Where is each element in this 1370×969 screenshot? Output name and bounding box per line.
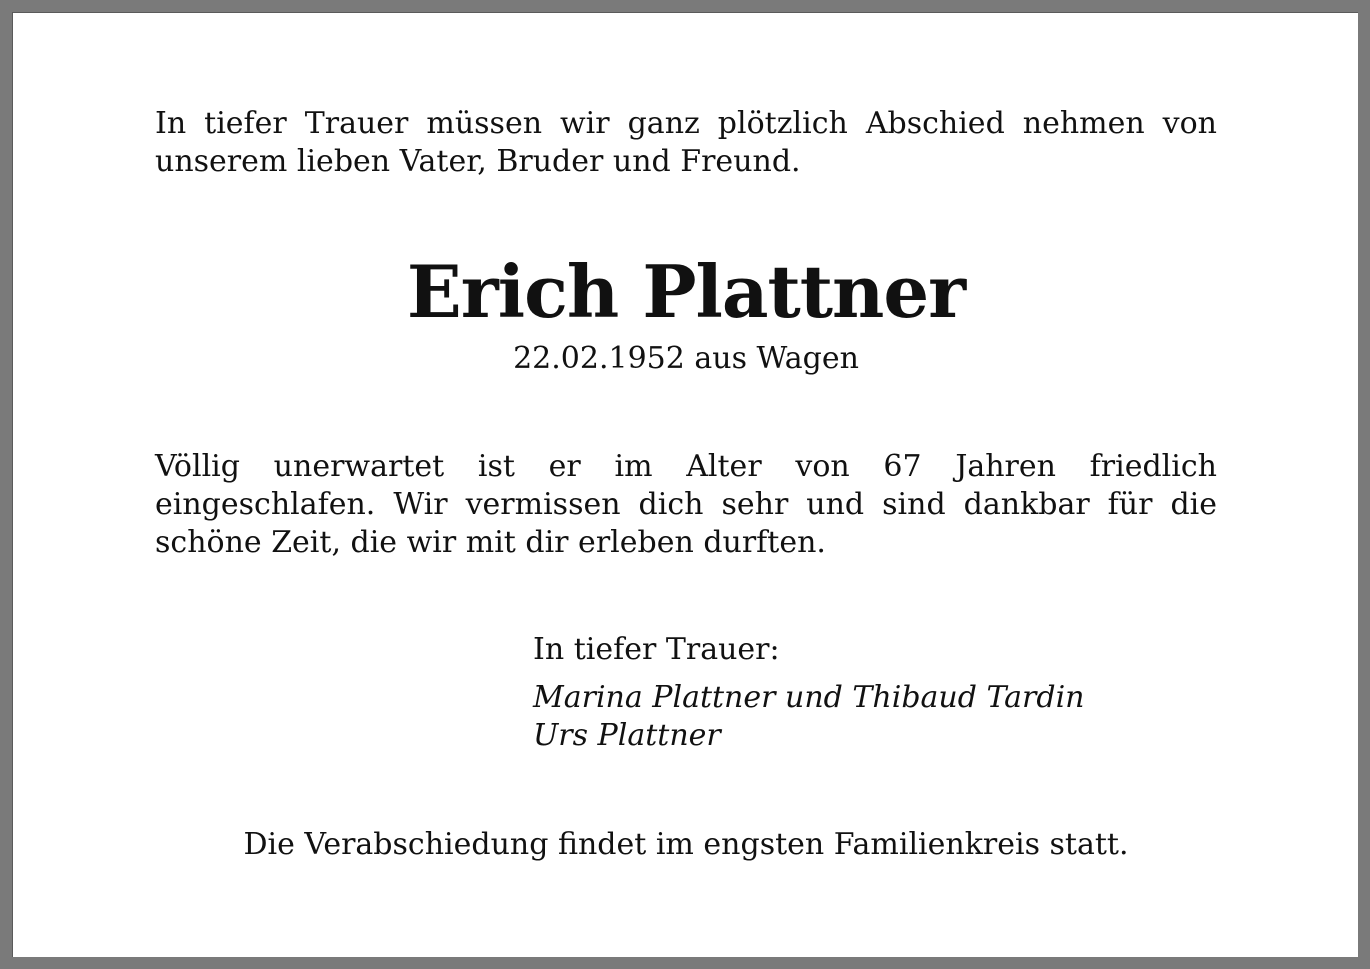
birth-line: 22.02.1952 aus Wagen [513, 341, 859, 376]
obituary-notice [12, 12, 1358, 957]
mourners-block [533, 631, 1233, 755]
mourner-name: Marina Plattner und Thibaud Tardin [533, 680, 1085, 715]
closing-text: Die Verabschiedung findet im engsten Familienkreis statt. [243, 827, 1129, 862]
deceased-name: Erich Plattner [406, 249, 966, 334]
intro-text: In tiefer Trauer müssen wir ganz plötzlich Abschied nehmen von unserem lieben Vater, Bruder und Freund. [155, 106, 1217, 179]
mourner-name: Urs Plattner [533, 718, 721, 753]
body-text: Völlig unerwartet ist er im Alter von 67 Jahren friedlich eingeschlafen. Wir vermissen dich sehr und sind dankbar für die schöne Zeit, die wir mit dir erleben durften. [155, 449, 1217, 560]
mourners-heading: In tiefer Trauer: [533, 632, 780, 667]
